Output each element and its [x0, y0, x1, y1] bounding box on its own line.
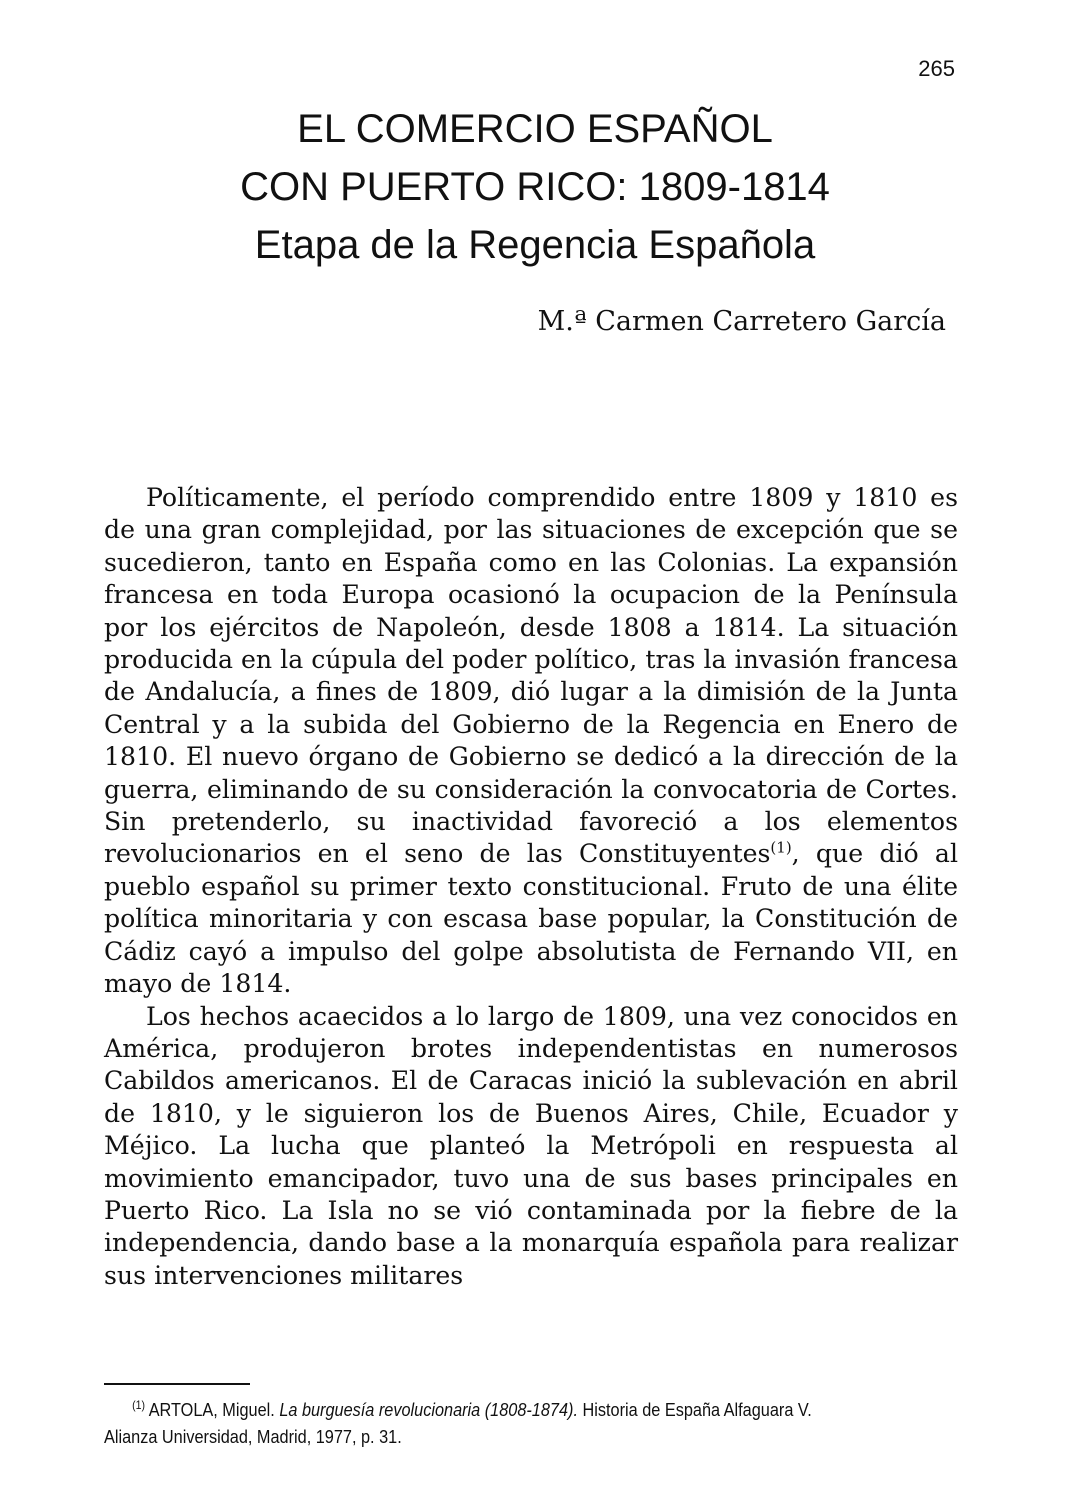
- body-text: [104, 482, 958, 1292]
- footnote-reference: (1): [770, 839, 792, 858]
- footnote-details: Historia de España Alfaguara V. Alianza Universidad, Madrid, 1977, p. 31.: [104, 1399, 812, 1447]
- footnote-number: (1): [132, 1397, 146, 1412]
- paragraph-1-text-a: Políticamente, el período comprendido entre 1809 y 1810 es de una gran complejidad, por las situaciones de excepción que se sucedieron, tanto en España como en las Colonias. La expansión francesa en toda Europa ocasionó la ocupacion de la Península por los ejércitos de Napoleón, desde 1808 a 1814. La situación producida en la cúpula del poder político, tras la invasión francesa de Andalucía, a fines de 1809, dió lugar a la dimisión de la Junta Central y a la subida del Gobierno de la Regencia en Enero de 1810. El nuevo órgano de Gobierno se dedicó a la dirección de la guerra, eliminando de su consideración la convocatoria de Cortes. Sin pretenderlo, su inactividad favoreció a los elementos revolucionarios en el seno de las Constituyentes: [104, 483, 958, 869]
- title-line-2: CON PUERTO RICO: 1809-1814: [240, 165, 830, 209]
- footnote-divider: [104, 1383, 250, 1385]
- paragraph-1: [104, 482, 958, 1001]
- paragraph-2: Los hechos acaecidos a lo largo de 1809, una vez conocidos en América, produjeron brotes independentistas en numerosos Cabildos americanos. El de Caracas inició la sublevación en abril de 1810, y le siguieron los de Buenos Aires, Chile, Ecuador y Méjico. La lucha que planteó la Metrópoli en respuesta al movimiento emancipador, tuvo una de sus bases principales en Puerto Rico. La Isla no se vió contaminada por la fiebre de la independencia, dando base a la monarquía española para realizar sus intervenciones militares: [104, 1001, 958, 1290]
- page-number: 265: [918, 56, 955, 81]
- title-line-3: Etapa de la Regencia Española: [254, 223, 816, 267]
- title-line-1: EL COMERCIO ESPAÑOL: [297, 107, 773, 151]
- footnote-work-title: La burguesía revolucionaria (1808-1874).: [279, 1399, 578, 1420]
- footnote-author: ARTOLA, Miguel.: [148, 1399, 275, 1420]
- paragraph-1-text-b: , que dió al pueblo español su primer texto constitucional. Fruto de una élite política minoritaria y con escasa base popular, la Constitución de Cádiz cayó a impulso del golpe absolutista de Fernando VII, en mayo de 1814.: [104, 839, 958, 999]
- author-name: M.ª Carmen Carretero García: [537, 306, 946, 337]
- footnote: [104, 1396, 868, 1450]
- article-title: [140, 100, 930, 274]
